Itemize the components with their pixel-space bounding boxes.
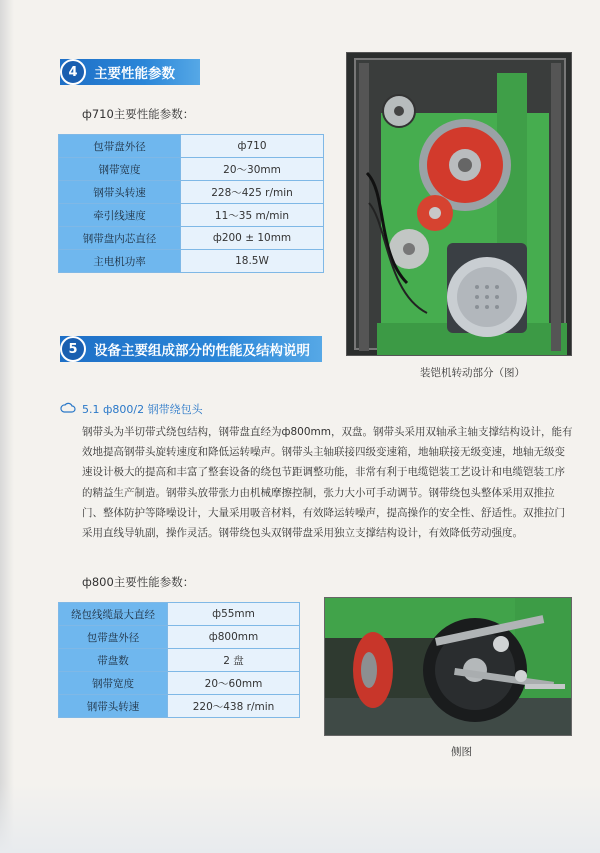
table-key: 钢带头转速 bbox=[59, 181, 181, 204]
table-value: 11～35 m/min bbox=[181, 204, 324, 227]
side-view-photo bbox=[324, 597, 572, 736]
table-row bbox=[59, 626, 300, 649]
photo1-caption: 装铠机转动部分（图） bbox=[420, 367, 525, 379]
table-value: 20～60mm bbox=[168, 672, 300, 695]
table2-title: ф800主要性能参数： bbox=[82, 575, 195, 589]
table-row bbox=[59, 227, 324, 250]
table-row bbox=[59, 672, 300, 695]
table-value: ф800mm bbox=[168, 626, 300, 649]
section-5-title: 设备主要组成部分的性能及结构说明 bbox=[94, 343, 310, 359]
section-5-number: 5 bbox=[60, 336, 86, 362]
table-key: 钢带宽度 bbox=[59, 158, 181, 181]
table-key: 牵引线速度 bbox=[59, 204, 181, 227]
table-value: 2 盘 bbox=[168, 649, 300, 672]
photo2-caption: 侧图 bbox=[451, 746, 472, 758]
table-value: 20～30mm bbox=[181, 158, 324, 181]
table-key: 主电机功率 bbox=[59, 250, 181, 273]
table-value: 228～425 r/min bbox=[181, 181, 324, 204]
table-key: 钢带头转速 bbox=[59, 695, 168, 718]
section-4-title: 主要性能参数 bbox=[94, 66, 175, 82]
table-row bbox=[59, 135, 324, 158]
table1-title: ф710主要性能参数： bbox=[82, 107, 195, 121]
section-5-header bbox=[60, 336, 322, 362]
table-value: 18.5W bbox=[181, 250, 324, 273]
table-key: 钢带宽度 bbox=[59, 672, 168, 695]
table-key: 包带盘外径 bbox=[59, 626, 168, 649]
spec-table-710 bbox=[58, 134, 324, 273]
section-4-header bbox=[60, 59, 200, 85]
table-row bbox=[59, 603, 300, 626]
spec-table-800 bbox=[58, 602, 300, 718]
body-paragraph: 钢带头为半切带式绕包结构，钢带盘直经为ф800mm，双盘。钢带头采用双轴承主轴支撑结构设计，能有效地提高钢带头旋转速度和降低运转噪声。钢带头主轴联接四级变速箱，地轴联接无级变速，地轴无级变速设计极大的提高和丰富了整套设备的绕包节距调整功能，非常有利于电缆铠装工艺设计和电缆铠装工序的精益生产制造。钢带头放带张力由机械摩擦控制，张力大小可手动调节。钢带绕包头整体采用双推拉门、整体防护等降噪设计，大量采用吸音材料，有效降运转噪声，提高操作的安全性、舒适性。双推拉门采用直线导轨副，操作灵活。钢带绕包头双钢带盘采用独立支撑结构设计，有效降低劳动强度。 bbox=[82, 426, 573, 540]
table-key: 绕包线缆最大直经 bbox=[59, 603, 168, 626]
section-4-number: 4 bbox=[60, 59, 86, 85]
page-bottom-fade bbox=[0, 783, 600, 853]
table-key: 包带盘外径 bbox=[59, 135, 181, 158]
page-edge-shadow bbox=[0, 0, 14, 853]
table-row bbox=[59, 649, 300, 672]
subsection-5-1-header bbox=[60, 401, 203, 417]
table-value: ф200 ± 10mm bbox=[181, 227, 324, 250]
table-row bbox=[59, 181, 324, 204]
machine-rotating-part-photo bbox=[346, 52, 572, 356]
table-key: 带盘数 bbox=[59, 649, 168, 672]
table-row bbox=[59, 250, 324, 273]
table-value: 220～438 r/min bbox=[168, 695, 300, 718]
table-row bbox=[59, 158, 324, 181]
subsection-5-1-title: 5.1 ф800/2 钢带绕包头 bbox=[82, 403, 203, 416]
table-value: ф710 bbox=[181, 135, 324, 158]
side-view-illustration bbox=[325, 598, 572, 736]
machine-illustration bbox=[347, 53, 572, 356]
table-row bbox=[59, 204, 324, 227]
table-value: ф55mm bbox=[168, 603, 300, 626]
table-key: 钢带盘内芯直径 bbox=[59, 227, 181, 250]
table-row bbox=[59, 695, 300, 718]
cloud-icon bbox=[60, 402, 76, 416]
